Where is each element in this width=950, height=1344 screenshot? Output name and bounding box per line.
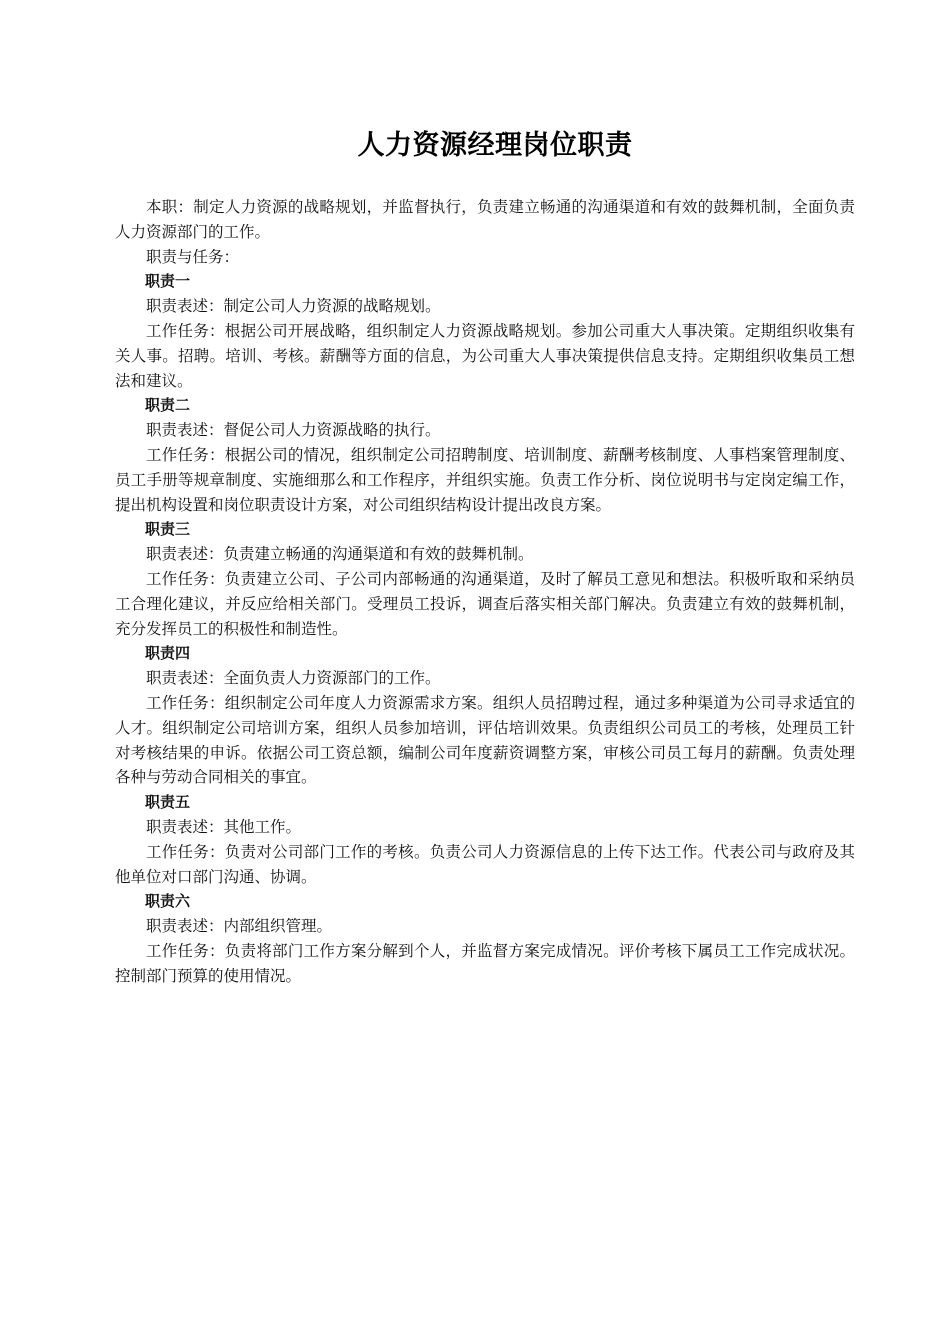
duty-description: 职责表述：督促公司人力资源战略的执行。 xyxy=(146,421,441,440)
duty-tasks: 工作任务：负责对公司部门工作的考核。负责公司人力资源信息的上传下达工作。代表公司与政府及其他单位对口部门沟通、协调。 xyxy=(115,842,855,886)
duty-tasks: 工作任务：根据公司的情况，组织制定公司招聘制度、培训制度、薪酬考核制度、人事档案管理制度、员工手册等规章制度、实施细那么和工作程序，并组织实施。负责工作分析、岗位说明书与定岗定编工作，提出机构设置和岗位职责设计方案，对公司组织结构设计提出改良方案。 xyxy=(115,445,855,514)
duty-block xyxy=(115,269,855,393)
duty-description: 职责表述：制定公司人力资源的战略规划。 xyxy=(146,297,441,316)
duty-block xyxy=(115,790,855,889)
duty-block xyxy=(115,393,855,517)
duty-heading: 职责二 xyxy=(145,396,191,415)
section-label: 职责与任务： xyxy=(146,247,240,266)
page-title: 人力资源经理岗位职责 xyxy=(357,130,633,161)
duty-heading: 职责六 xyxy=(145,892,191,911)
duty-heading: 职责三 xyxy=(145,520,191,539)
duty-description: 职责表述：全面负责人力资源部门的工作。 xyxy=(146,669,441,688)
duty-heading: 职责四 xyxy=(145,644,191,663)
duty-tasks: 工作任务：负责建立公司、子公司内部畅通的沟通渠道，及时了解员工意见和想法。积极听取和采纳员工合理化建议，并反应给相关部门。受理员工投诉，调查后落实相关部门解决。负责建立有效的鼓舞机制，充分发挥员工的积极性和制造性。 xyxy=(115,569,855,638)
duty-block xyxy=(115,889,855,988)
duty-description: 职责表述：内部组织管理。 xyxy=(146,917,333,936)
duty-tasks: 工作任务：组织制定公司年度人力资源需求方案。组织人员招聘过程，通过多种渠道为公司寻求适宜的人才。组织制定公司培训方案，组织人员参加培训，评估培训效果。负责组织公司员工的考核，处理员工针对考核结果的申诉。依据公司工资总额，编制公司年度薪资调整方案，审核公司员工每月的薪酬。负责处理各种与劳动合同相关的事宜。 xyxy=(115,693,855,787)
duty-block xyxy=(115,517,855,641)
duty-heading: 职责五 xyxy=(145,793,191,812)
duty-description: 职责表述：其他工作。 xyxy=(146,817,302,836)
intro-paragraph: 本职：制定人力资源的战略规划，并监督执行，负责建立畅通的沟通渠道和有效的鼓舞机制，全面负责人力资源部门的工作。 xyxy=(115,198,855,241)
duty-block xyxy=(115,641,855,790)
duty-tasks: 工作任务：根据公司开展战略，组织制定人力资源战略规划。参加公司重大人事决策。定期组织收集有关人事。招聘。培训、考核。薪酬等方面的信息，为公司重大人事决策提供信息支持。定期组织收集员工想法和建议。 xyxy=(115,321,855,390)
duty-tasks: 工作任务：负责将部门工作方案分解到个人，并监督方案完成情况。评价考核下属员工工作完成状况。控制部门预算的使用情况。 xyxy=(115,941,855,985)
duty-description: 职责表述：负责建立畅通的沟通渠道和有效的鼓舞机制。 xyxy=(146,545,534,564)
document-body xyxy=(115,195,855,989)
duty-heading: 职责一 xyxy=(145,272,191,291)
